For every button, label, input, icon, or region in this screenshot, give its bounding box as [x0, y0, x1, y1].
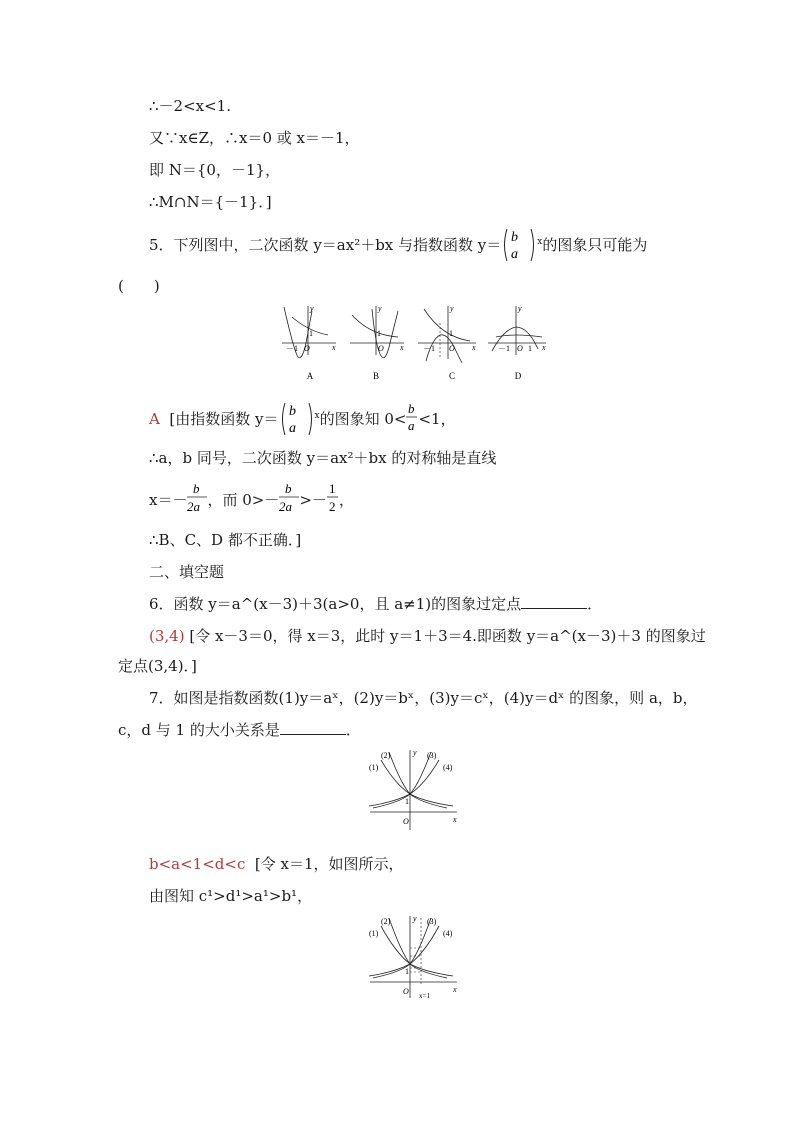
answer-blank[interactable]	[521, 594, 587, 609]
a5-text: [由指数函数 y＝	[169, 410, 279, 428]
a5-line3b: ，而 0>－	[207, 491, 280, 509]
graph-c-label: C	[448, 371, 456, 381]
answer-letter: A	[149, 410, 160, 428]
question-7-line2	[118, 720, 361, 740]
curve-label-2: (2)	[381, 751, 391, 760]
a5-frac2-num: b	[408, 401, 415, 416]
a5-line3c: >－	[299, 491, 327, 509]
figure-7b	[365, 912, 465, 1002]
q6-text: 6．函数 y＝a^(x－3)＋3(a>0，且 a≠1)的图象过定点	[149, 595, 522, 613]
a5-tail: 的图象知 0<	[319, 410, 407, 428]
frac	[279, 481, 299, 514]
axis-y-label: y	[413, 748, 417, 757]
frac-num: b	[285, 481, 292, 496]
text-line: ∴a，b 同号，二次函数 y＝ax²＋bx 的对称轴是直线	[149, 449, 497, 467]
q7-text2: c，d 与 1 的大小关系是	[118, 721, 280, 739]
neg-one-label: －1	[423, 344, 435, 353]
graph-d-label: D	[514, 371, 522, 381]
answer-value: b<a<1<d<c	[149, 855, 246, 873]
question-7: 7．如图是指数函数(1)y＝aˣ，(2)y＝bˣ，(3)y＝cˣ，(4)y＝dˣ 的图象，则 a，b，	[149, 689, 698, 707]
origin-label: O	[403, 817, 409, 826]
a5-line3d: ，	[338, 491, 354, 509]
curve-label-2: (2)	[381, 917, 391, 926]
frac-den: 2a	[187, 499, 201, 514]
axis-x-label: x	[472, 343, 476, 352]
one-label: 1	[449, 329, 453, 338]
one-label: 1	[405, 967, 409, 976]
one-label: 1	[528, 344, 532, 353]
q7-end: ．	[345, 721, 361, 739]
graph-c	[418, 304, 476, 363]
frac-den: 2a	[279, 499, 293, 514]
origin-label: O	[449, 344, 455, 353]
answer-6	[149, 626, 706, 646]
q5-paren: ( )	[118, 277, 160, 295]
neg-one-label: －1	[286, 344, 298, 353]
origin-label: O	[378, 344, 384, 353]
a6-text: [令 x－3＝0，得 x＝3，此时 y＝1＋3＝4.即函数 y＝a^(x－3)＋3 的图象过	[189, 627, 706, 645]
a5-fraction	[279, 404, 315, 436]
answer-7	[149, 854, 404, 874]
frac	[187, 481, 207, 514]
origin-label: O	[403, 987, 409, 996]
q6-end: ．	[587, 595, 603, 613]
text-line: ∴M∩N＝{－1}．]	[149, 193, 272, 211]
q5-text: 5．下列图中，二次函数 y＝ax²＋bx 与指数函数 y＝	[149, 236, 502, 254]
graph-d	[488, 304, 546, 355]
q5-frac-num: b	[511, 230, 519, 245]
axis-y-label: y	[413, 914, 417, 923]
frac-num: 1	[328, 481, 336, 496]
answer-5	[149, 401, 456, 436]
axis-x-label: x	[453, 815, 457, 824]
graph-b	[350, 304, 404, 358]
q5-fraction-svg	[501, 225, 537, 265]
a5-exp: x	[314, 411, 320, 421]
text-line: ∴B、C、D 都不正确．]	[149, 531, 302, 549]
q5-exp: x	[537, 237, 543, 247]
a5-frac-den: a	[288, 421, 296, 436]
one-label: 1	[405, 797, 409, 806]
graph-a	[282, 304, 336, 358]
question-6	[149, 594, 602, 614]
axis-x-label: x	[332, 343, 336, 352]
figure-5	[280, 303, 550, 383]
curve-4	[369, 926, 439, 976]
frac-den: 2	[328, 499, 336, 514]
text-line: ∴－2<x<1.	[149, 97, 231, 115]
axis-x-label: x	[400, 343, 404, 352]
text-line: 由图知 c¹>d¹>a¹>b¹，	[149, 887, 313, 905]
a5-tail2: <1，	[418, 410, 456, 428]
frac-svg	[279, 479, 299, 519]
figure-7	[365, 746, 465, 836]
curve-4	[369, 760, 439, 806]
section-heading: 二、填空题	[149, 563, 225, 581]
text-line: 定点(3,4)．]	[118, 657, 197, 675]
curve-label-1: (1)	[369, 929, 379, 938]
q5-frac-den: a	[511, 247, 519, 262]
neg-one-label: －1	[498, 344, 510, 353]
curve-label-4: (4)	[443, 929, 453, 938]
text-line: 又∵x∈Z，∴x＝0 或 x＝－1，	[149, 129, 360, 147]
origin-label: O	[304, 344, 310, 353]
frac-num: b	[193, 481, 200, 496]
axis-y-label: y	[450, 304, 454, 313]
axis-y-label: y	[518, 304, 522, 313]
answer-blank[interactable]	[280, 720, 346, 735]
text-line: 即 N＝{0，－1}，	[149, 161, 281, 179]
one-label: 1	[309, 329, 313, 338]
curve-label-3: (3)	[427, 917, 437, 926]
a5-line3	[149, 481, 354, 514]
answer-value: (3,4)	[149, 627, 185, 645]
axis-y-label: y	[310, 304, 314, 313]
q5-fraction	[501, 230, 537, 262]
frac-svg	[327, 479, 339, 519]
q5-tail: 的图象只可能为	[542, 236, 648, 254]
a5-fraction2-svg	[406, 399, 418, 439]
a5-frac-num: b	[288, 404, 296, 419]
question-5	[149, 230, 648, 262]
a5-fraction-2	[406, 401, 418, 433]
a5-fraction-svg	[279, 399, 315, 439]
curve-label-3: (3)	[427, 751, 437, 760]
graph-a-label: A	[306, 371, 314, 381]
frac-svg	[187, 479, 207, 519]
a7-text: [令 x＝1，如图所示，	[254, 855, 404, 873]
origin-label: O	[517, 344, 523, 353]
one-label: 1	[377, 329, 381, 338]
x-eq-1-label: x=1	[419, 992, 430, 1000]
axis-x-label: x	[453, 985, 457, 994]
curve-label-4: (4)	[443, 763, 453, 772]
axis-x-label: x	[542, 343, 546, 352]
curve-label-1: (1)	[369, 763, 379, 772]
a5-line3a: x＝－	[149, 491, 188, 509]
a5-frac2-den: a	[408, 418, 415, 433]
axis-y-label: y	[378, 304, 382, 313]
graph-b-label: B	[372, 371, 380, 381]
frac	[327, 481, 339, 514]
